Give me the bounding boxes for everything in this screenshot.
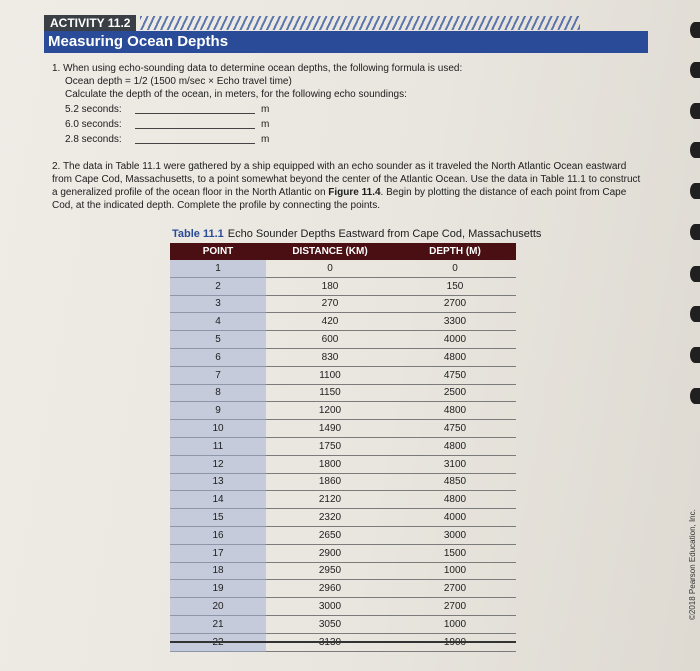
depth-cell: 1000 <box>394 615 516 633</box>
point-cell: 13 <box>170 473 266 491</box>
question-1-instruction: Calculate the depth of the ocean, in meters, for the following echo soundings: <box>65 89 407 100</box>
distance-cell: 1800 <box>266 455 394 473</box>
table-row <box>170 598 516 616</box>
depth-cell: 150 <box>394 277 516 295</box>
question-2-number: 2. <box>52 161 61 172</box>
distance-cell: 2120 <box>266 491 394 509</box>
table-row <box>170 491 516 509</box>
depth-cell: 4800 <box>394 402 516 420</box>
table-row <box>170 277 516 295</box>
point-cell: 5 <box>170 331 266 349</box>
depth-cell: 0 <box>394 260 516 277</box>
point-cell: 1 <box>170 260 266 277</box>
unit-label: m <box>261 134 270 145</box>
point-cell: 4 <box>170 313 266 331</box>
binder-ring <box>690 142 700 158</box>
distance-cell: 2650 <box>266 526 394 544</box>
echo-sounder-table <box>170 243 516 652</box>
point-cell: 15 <box>170 509 266 527</box>
depth-cell: 4800 <box>394 491 516 509</box>
table-number: Table 11.1 <box>172 228 224 240</box>
point-cell: 14 <box>170 491 266 509</box>
distance-cell: 2960 <box>266 580 394 598</box>
sounding-row-1 <box>52 101 612 116</box>
table-row <box>170 455 516 473</box>
table-body <box>170 260 516 651</box>
table-caption-text: Echo Sounder Depths Eastward from Cape Cod, Massachusetts <box>227 228 542 240</box>
question-2-text-b: . Begin by plotting the distance of each point from Cape Cod, at the indicated depth. Complete the profile by connecting the points. <box>52 187 627 211</box>
question-1 <box>52 62 612 146</box>
point-cell: 8 <box>170 384 266 402</box>
table-row <box>170 544 516 562</box>
header-point: POINT <box>170 243 266 260</box>
activity-header <box>44 15 644 55</box>
sounding-label: 2.8 seconds: <box>65 134 122 145</box>
depth-cell: 2500 <box>394 384 516 402</box>
depth-cell: 1500 <box>394 544 516 562</box>
distance-cell: 420 <box>266 313 394 331</box>
point-cell: 11 <box>170 437 266 455</box>
point-cell: 20 <box>170 598 266 616</box>
binder-ring <box>690 103 700 119</box>
point-cell: 3 <box>170 295 266 313</box>
activity-tag: ACTIVITY 11.2 <box>44 15 136 31</box>
distance-cell: 1200 <box>266 402 394 420</box>
distance-cell: 1490 <box>266 420 394 438</box>
copyright-notice: ©2018 Pearson Education, Inc. <box>688 509 697 620</box>
sounding-row-3 <box>52 131 612 146</box>
depth-cell: 4800 <box>394 437 516 455</box>
depth-cell: 4000 <box>394 331 516 349</box>
point-cell: 9 <box>170 402 266 420</box>
binder-ring <box>690 306 700 322</box>
distance-cell: 600 <box>266 331 394 349</box>
header-hatch-decoration <box>140 16 580 30</box>
point-cell: 6 <box>170 348 266 366</box>
table-row <box>170 420 516 438</box>
distance-cell: 2320 <box>266 509 394 527</box>
binder-ring <box>690 388 700 404</box>
question-1-intro: 1. When using echo-sounding data to determine ocean depths, the following formula is used: <box>52 63 463 74</box>
answer-blank[interactable] <box>135 118 255 129</box>
distance-cell: 270 <box>266 295 394 313</box>
binder-ring <box>690 347 700 363</box>
depth-cell: 2700 <box>394 295 516 313</box>
header-depth: DEPTH (M) <box>394 243 516 260</box>
unit-label: m <box>261 104 270 115</box>
point-cell: 18 <box>170 562 266 580</box>
depth-cell: 2700 <box>394 580 516 598</box>
distance-cell: 2900 <box>266 544 394 562</box>
distance-cell: 1100 <box>266 366 394 384</box>
figure-reference: Figure 11.4 <box>328 187 381 198</box>
question-2 <box>52 160 642 212</box>
depth-cell: 1000 <box>394 562 516 580</box>
depth-cell: 4750 <box>394 366 516 384</box>
table-row <box>170 260 516 277</box>
formula: Ocean depth = 1/2 (1500 m/sec × Echo travel time) <box>65 76 292 87</box>
depth-cell: 3100 <box>394 455 516 473</box>
table-bottom-rule <box>170 641 516 643</box>
sounding-label: 6.0 seconds: <box>65 119 122 130</box>
binder-ring <box>690 22 700 38</box>
table-row <box>170 580 516 598</box>
unit-label: m <box>261 119 270 130</box>
binder-ring <box>690 62 700 78</box>
point-cell: 19 <box>170 580 266 598</box>
table-row <box>170 366 516 384</box>
activity-title: Measuring Ocean Depths <box>44 31 648 53</box>
table-row <box>170 615 516 633</box>
distance-cell: 830 <box>266 348 394 366</box>
table-row <box>170 562 516 580</box>
distance-cell: 1860 <box>266 473 394 491</box>
table-row <box>170 348 516 366</box>
point-cell: 16 <box>170 526 266 544</box>
table-header-row <box>170 243 516 260</box>
answer-blank[interactable] <box>135 133 255 144</box>
distance-cell: 180 <box>266 277 394 295</box>
table-row <box>170 331 516 349</box>
table-row <box>170 473 516 491</box>
table-caption <box>172 228 541 240</box>
distance-cell: 3000 <box>266 598 394 616</box>
distance-cell: 0 <box>266 260 394 277</box>
table-row <box>170 295 516 313</box>
point-cell: 17 <box>170 544 266 562</box>
point-cell: 21 <box>170 615 266 633</box>
question-2-text-a: The data in Table 11.1 were gathered by a ship equipped with an echo sounder as it traveled the North Atlantic Ocean eastward from Cape Cod, Massachusetts, to a point somewhat beyond the center of the Atlantic Ocean. Use the data in Table 11.1 to construct a generalized profile of the ocean floor in the North Atlantic on <box>52 161 641 198</box>
depth-cell: 4750 <box>394 420 516 438</box>
table-row <box>170 437 516 455</box>
table-row <box>170 402 516 420</box>
sounding-label: 5.2 seconds: <box>65 104 122 115</box>
depth-cell: 3000 <box>394 526 516 544</box>
distance-cell: 3050 <box>266 615 394 633</box>
depth-cell: 3300 <box>394 313 516 331</box>
table-row <box>170 509 516 527</box>
binder-ring <box>690 224 700 240</box>
depth-cell: 2700 <box>394 598 516 616</box>
sounding-row-2 <box>52 116 612 131</box>
table-row <box>170 313 516 331</box>
point-cell: 7 <box>170 366 266 384</box>
depth-cell: 4850 <box>394 473 516 491</box>
table-row <box>170 384 516 402</box>
depth-cell: 4000 <box>394 509 516 527</box>
distance-cell: 2950 <box>266 562 394 580</box>
point-cell: 10 <box>170 420 266 438</box>
distance-cell: 1150 <box>266 384 394 402</box>
table-row <box>170 526 516 544</box>
binder-rings <box>686 0 700 671</box>
point-cell: 2 <box>170 277 266 295</box>
binder-ring <box>690 183 700 199</box>
depth-cell: 4800 <box>394 348 516 366</box>
point-cell: 12 <box>170 455 266 473</box>
distance-cell: 1750 <box>266 437 394 455</box>
binder-ring <box>690 266 700 282</box>
header-distance: DISTANCE (KM) <box>266 243 394 260</box>
answer-blank[interactable] <box>135 103 255 114</box>
